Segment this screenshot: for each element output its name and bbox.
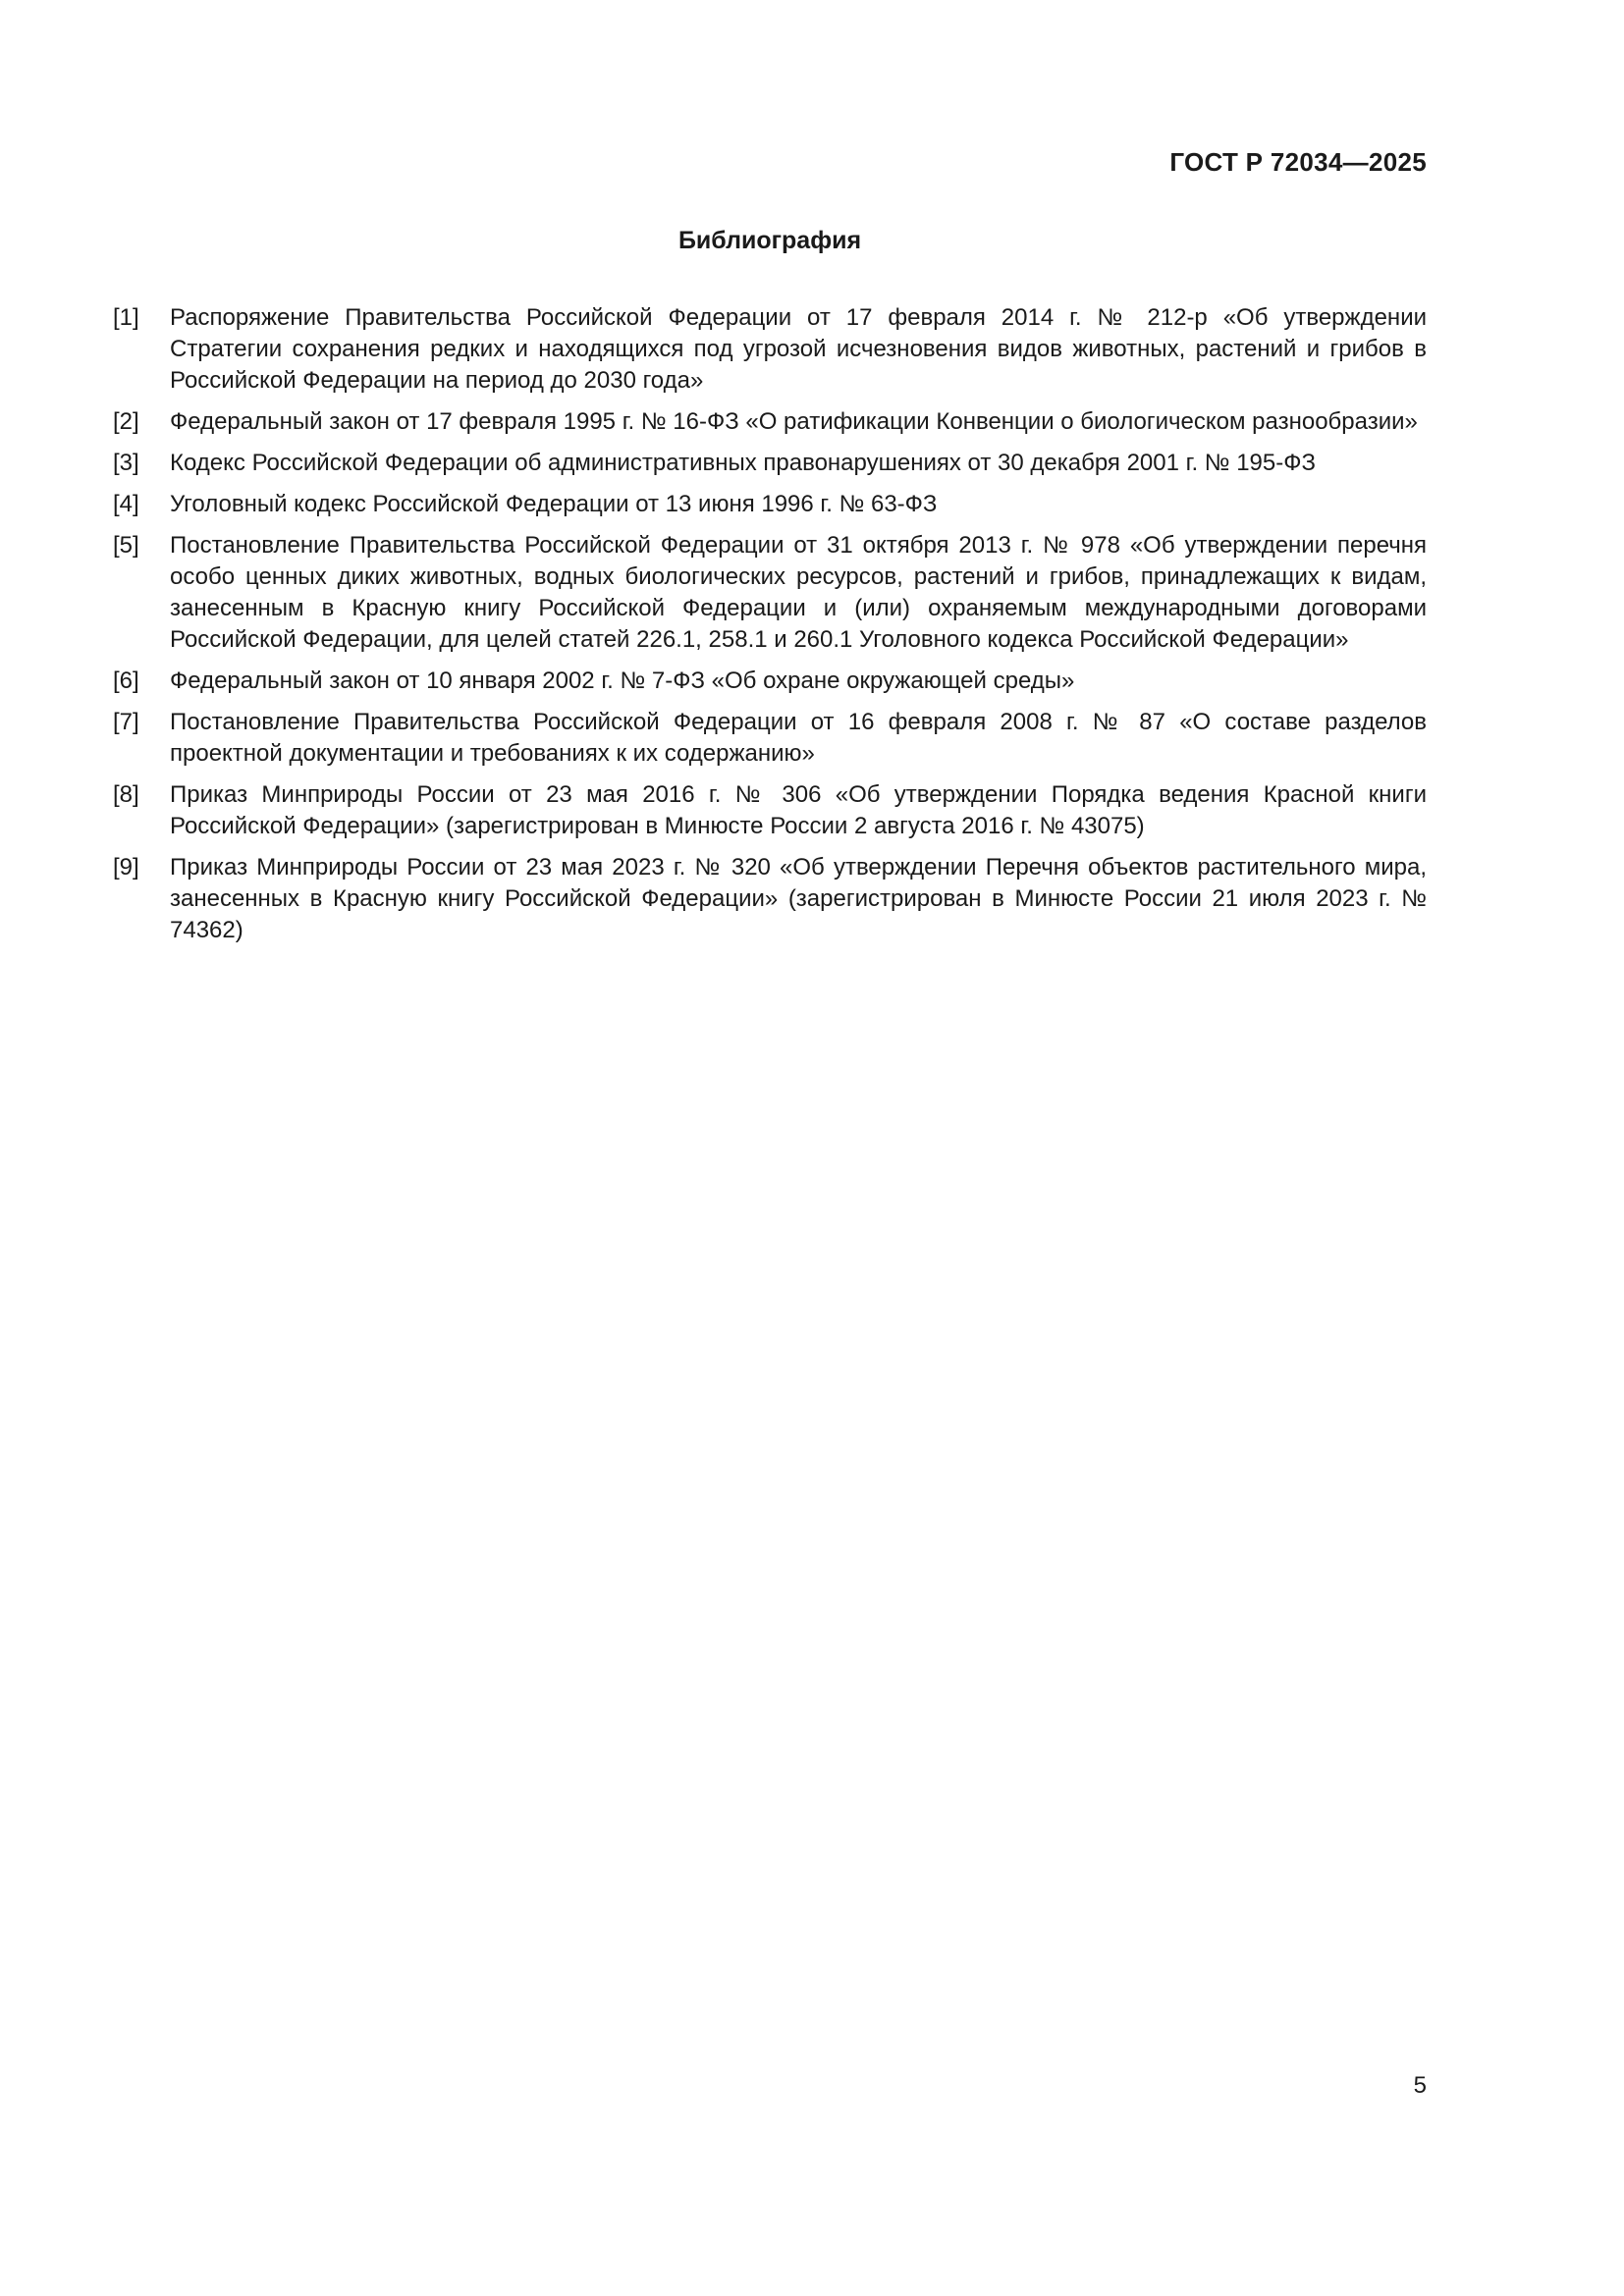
- entry-text: Распоряжение Правительства Российской Федерации от 17 февраля 2014 г. № 212-р «Об утверждении Стратегии сохранения редких и находящихся под угрозой исчезновения видов животных, растений и грибов в Российской Федерации на период до 2030 года»: [170, 304, 1427, 394]
- entry-number: [5]: [113, 532, 139, 559]
- entry-text: Федеральный закон от 17 февраля 1995 г. № 16-ФЗ «О ратификации Конвенции о биологическом разнообразии»: [170, 408, 1418, 435]
- entry-text: Кодекс Российской Федерации об административных правонарушениях от 30 декабря 2001 г. № 195-ФЗ: [170, 450, 1316, 476]
- entry-number: [6]: [113, 667, 139, 694]
- bibliography-entry: [113, 666, 1427, 697]
- entry-number: [2]: [113, 408, 139, 435]
- bibliography-entry: [113, 448, 1427, 479]
- entry-text: Постановление Правительства Российской Федерации от 31 октября 2013 г. № 978 «Об утверждении перечня особо ценных диких животных, водных биологических ресурсов, растений и грибов, принадлежащих к видам, занесенным в Красную книгу Российской Федерации и (или) охраняемым международными договорами Российской Федерации, для целей статей 226.1, 258.1 и 260.1 Уголовного кодекса Российской Федерации»: [170, 532, 1427, 653]
- page-number: 5: [1413, 2072, 1427, 2099]
- entry-text: Приказ Минприроды России от 23 мая 2016 г. № 306 «Об утверждении Порядка ведения Красной книги Российской Федерации» (зарегистрирован в Минюсте России 2 августа 2016 г. № 43075): [170, 781, 1427, 839]
- entry-number: [1]: [113, 304, 139, 331]
- bibliography-entry: [113, 489, 1427, 520]
- bibliography-entry: [113, 302, 1427, 397]
- entry-text: Постановление Правительства Российской Федерации от 16 февраля 2008 г. № 87 «О составе разделов проектной документации и требованиях к их содержанию»: [170, 709, 1427, 767]
- bibliography-list: [113, 302, 1427, 946]
- entry-number: [4]: [113, 491, 139, 517]
- bibliography-entry: [113, 852, 1427, 946]
- entry-text: Федеральный закон от 10 января 2002 г. № 7-ФЗ «Об охране окружающей среды»: [170, 667, 1075, 694]
- entry-text: Уголовный кодекс Российской Федерации от 13 июня 1996 г. № 63-ФЗ: [170, 491, 938, 517]
- bibliography-entry: [113, 779, 1427, 842]
- page-title: Библиография: [677, 227, 862, 254]
- entry-number: [8]: [113, 781, 139, 808]
- entry-number: [9]: [113, 854, 139, 881]
- entry-text: Приказ Минприроды России от 23 мая 2023 г. № 320 «Об утверждении Перечня объектов растительного мира, занесенных в Красную книгу Российской Федерации» (зарегистрирован в Минюсте России 21 июля 2023 г. № 74362): [170, 854, 1427, 943]
- bibliography-entry: [113, 530, 1427, 656]
- bibliography-entry: [113, 707, 1427, 770]
- bibliography-entry: [113, 406, 1427, 438]
- entry-number: [3]: [113, 450, 139, 476]
- standard-code-header: ГОСТ Р 72034—2025: [1169, 147, 1427, 177]
- entry-number: [7]: [113, 709, 139, 735]
